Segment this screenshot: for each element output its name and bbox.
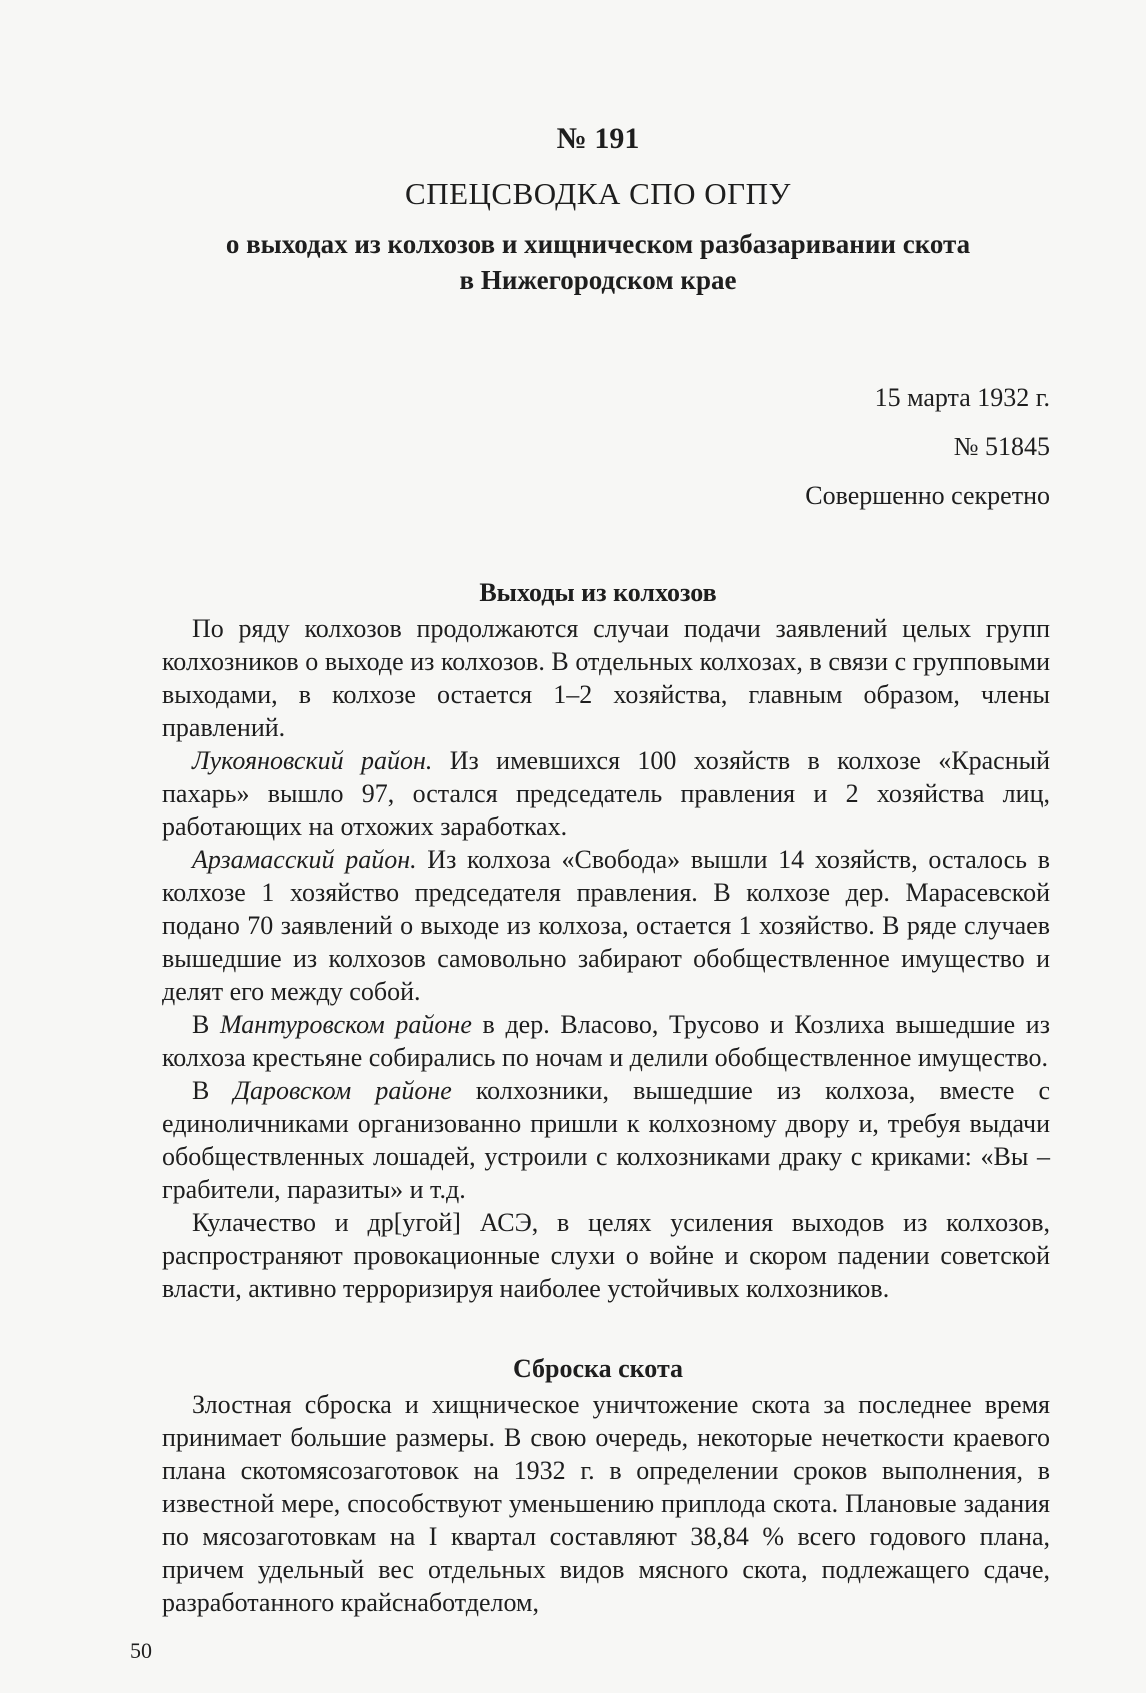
district-name: Лукояновский район.: [192, 746, 433, 775]
district-name: Даровском районе: [233, 1076, 452, 1105]
classification-stamp: Совершенно секретно: [805, 481, 1050, 510]
section-body: [162, 1388, 1050, 1619]
document-number: № 191: [556, 122, 640, 155]
district-name: Мантуровском районе: [220, 1010, 472, 1039]
page-number: 50: [130, 1638, 152, 1663]
section-title: Сброска скота: [512, 1354, 684, 1383]
paragraph: Злостная сброска и хищническое уничтожение скота за последнее время принимает большие размеры. В свою очередь, некоторые нечеткости краевого плана скотомясозаготовок на 1932 г. в определении сроков выполнения, в известной мере, способствуют уменьшению приплода скота. Плановые задания по мясозаготовкам на I квартал составляют 38,84 % всего годового плана, причем удельный вес отдельных видов мясного скота, подлежащего сдаче, разработанного крайснаботделом,: [162, 1390, 1050, 1617]
paragraph: [162, 1074, 1050, 1206]
paragraph: По ряду колхозов продолжаются случаи подачи заявлений целых групп колхозников о выходе из колхозов. В отдельных колхозах, в связи с групповыми выходами, в колхозе остается 1–2 хозяйства, главным образом, члены правлений.: [162, 614, 1050, 742]
paragraph-text: В: [192, 1076, 234, 1105]
subject-line: о выходах из колхозов и хищническом разбазаривании скота: [225, 229, 971, 259]
registration-number: № 51845: [953, 432, 1050, 461]
district-name: Арзамасский район.: [192, 845, 417, 874]
document-date: 15 марта 1932 г.: [874, 383, 1050, 412]
document-type: СПЕЦСВОДКА СПО ОГПУ: [405, 176, 791, 211]
paragraph: [162, 1008, 1050, 1074]
section-title: Выходы из колхозов: [479, 578, 717, 607]
paragraph-text: колхозники, вышедшие из колхоза, вместе с единоличниками организованно пришли к колхозному двору и, требуя выдачи обобществленных лошадей, устроили с колхозниками драку с криками: «Вы – грабители, паразиты» и т.д.: [162, 1076, 1050, 1204]
paragraph-text: Из колхоза «Свобода» вышли 14 хозяйств, осталось в колхозе 1 хозяйство председателя правления. В колхозе дер. Марасевской подано 70 заявлений о выходе из колхоза, остается 1 хозяйство. В ряде случаев вышедшие из колхозов самовольно забирают обобществленное имущество и делят его между собой.: [162, 845, 1050, 1006]
paragraph: [162, 744, 1050, 843]
paragraph-text: в дер. Власово, Трусово и Козлиха вышедшие из колхоза крестьяне собирались по ночам и делили обобществленное имущество.: [162, 1010, 1050, 1072]
document-subject: [0, 226, 1146, 298]
paragraph-text: Из имевшихся 100 хозяйств в колхозе «Красный пахарь» вышло 97, остался председатель правления и 2 хозяйства лиц, работающих на отхожих заработках.: [162, 746, 1050, 841]
paragraph: Кулачество и др[угой] АСЭ, в целях усиления выходов из колхозов, распространяют провокационные слухи о войне и скором падении советской власти, активно терроризируя наиболее устойчивых колхозников.: [162, 1208, 1050, 1303]
paragraph: [162, 843, 1050, 1008]
section-body: [162, 612, 1050, 1305]
paragraph-text: В: [192, 1010, 220, 1039]
subject-line: в Нижегородском крае: [459, 265, 737, 295]
